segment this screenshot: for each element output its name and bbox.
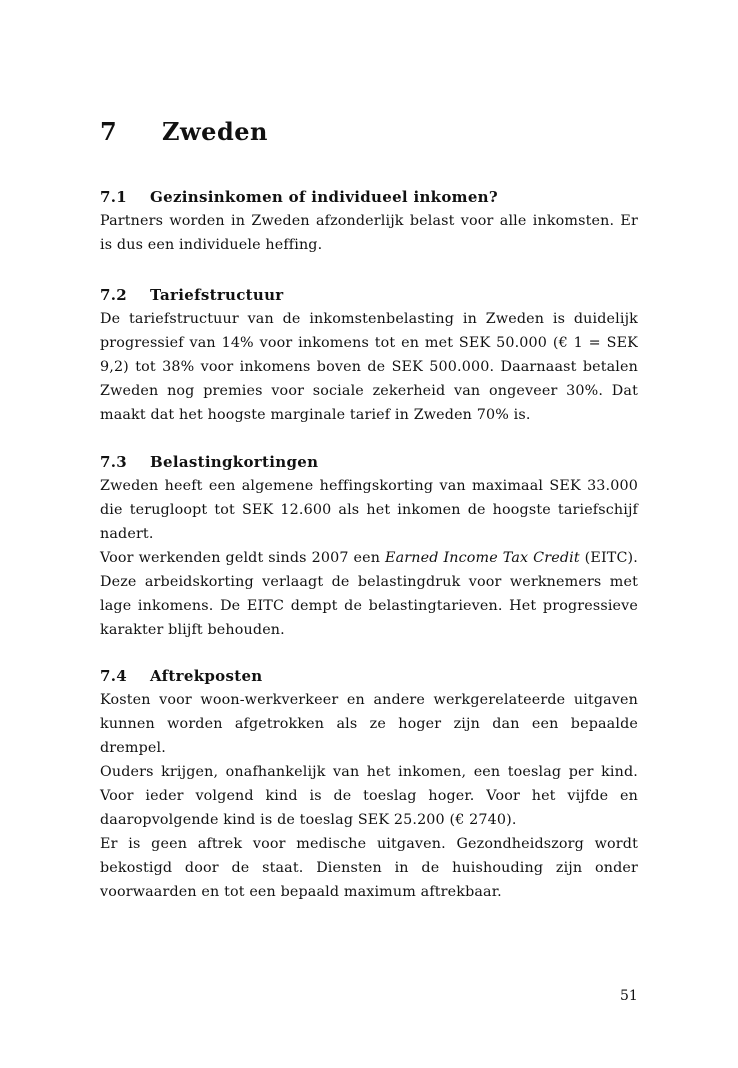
paragraph: Partners worden in Zweden afzonderlijk belast voor alle inkomsten. Er is dus een individuele heffing.	[100, 213, 638, 253]
paragraph-text: (EITC). Deze arbeidskorting verlaagt de belastingdruk voor werknemers met lage inkomens. De EITC dempt de belastingtarieven. Het progressieve karakter blijft behouden.	[100, 550, 638, 638]
section-number: 7.3	[100, 453, 127, 471]
chapter-title: Zweden	[162, 117, 268, 146]
section-number: 7.4	[100, 667, 127, 685]
section-number: 7.1	[100, 188, 127, 206]
chapter-heading	[100, 117, 268, 146]
section-7-3	[100, 450, 638, 642]
section-heading	[100, 283, 638, 307]
section-heading	[100, 185, 638, 209]
chapter-number: 7	[100, 117, 118, 146]
section-7-1	[100, 185, 638, 257]
paragraph: Zweden heeft een algemene heffingskorting van maximaal SEK 33.000 die terugloopt tot SEK 12.600 als het inkomen de hoogste tariefschijf nadert.	[100, 478, 638, 542]
section-heading	[100, 664, 638, 688]
page-number: 51	[620, 988, 638, 1004]
paragraph: Ouders krijgen, onafhankelijk van het inkomen, een toeslag per kind. Voor ieder volgend kind is de toeslag hoger. Voor het vijfde en daaropvolgende kind is de toeslag SEK 25.200 (€ 2740).	[100, 764, 638, 828]
paragraph: Kosten voor woon-werkverkeer en andere werkgerelateerde uitgaven kunnen worden afgetrokken als ze hoger zijn dan een bepaalde drempel.	[100, 692, 638, 756]
paragraph-eitc	[100, 546, 638, 642]
section-title: Tariefstructuur	[150, 286, 284, 304]
section-title: Gezinsinkomen of individueel inkomen?	[150, 188, 498, 206]
section-7-4	[100, 664, 638, 904]
section-7-2	[100, 283, 638, 427]
paragraph-text: Voor werkenden geldt sinds 2007 een	[100, 550, 385, 566]
section-title: Belastingkortingen	[150, 453, 319, 471]
section-number: 7.2	[100, 286, 127, 304]
italic-term: Earned Income Tax Credit	[385, 550, 580, 566]
paragraph: De tariefstructuur van de inkomstenbelasting in Zweden is duidelijk progressief van 14% voor inkomens tot en met SEK 50.000 (€ 1 = SEK 9,2) tot 38% voor inkomens boven de SEK 500.000. Daarnaast betalen Zweden nog premies voor sociale zekerheid van ongeveer 30%. Dat maakt dat het hoogste marginale tarief in Zweden 70% is.	[100, 311, 638, 423]
section-heading	[100, 450, 638, 474]
section-title: Aftrekposten	[150, 667, 263, 685]
paragraph: Er is geen aftrek voor medische uitgaven. Gezondheidszorg wordt bekostigd door de staat. Diensten in de huishouding zijn onder voorwaarden en tot een bepaald maximum aftrekbaar.	[100, 836, 638, 900]
